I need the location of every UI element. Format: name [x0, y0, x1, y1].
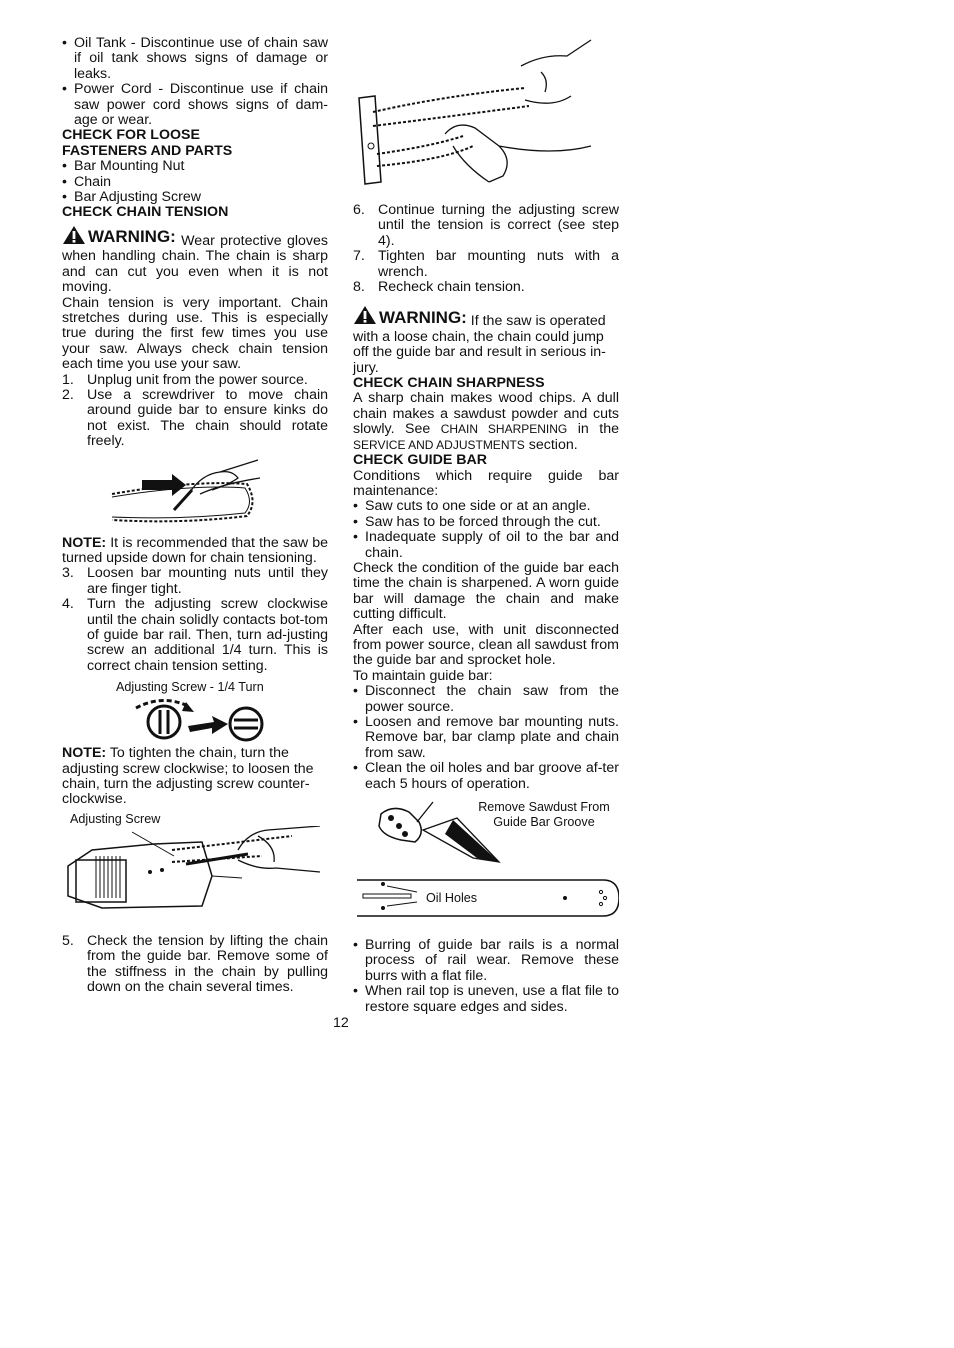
step-text: Continue turning the adjusting screw until the tension is correct (see step 4). [378, 202, 619, 249]
warning-triangle-icon [353, 305, 377, 325]
figure-caption: Adjusting Screw - 1/4 Turn [116, 680, 264, 695]
list-item [62, 934, 328, 996]
note2-paragraph [62, 746, 328, 808]
list-item: • Saw cuts to one side or at an angle. [353, 499, 619, 514]
right-column [353, 36, 619, 1015]
left-column [62, 36, 328, 995]
note-label: NOTE: [62, 534, 107, 551]
step-text: Check the tension by lifting the chain from the guide bar. Remove some of the stiffness in the chain by pulling down on the chain several times. [87, 932, 328, 996]
section-reference: CHAIN SHARPENING [440, 422, 568, 437]
note-text: It is recommended that the saw be turned upside down for chain tensioning. [62, 534, 328, 566]
conditions-list [353, 499, 619, 561]
maintain-list [353, 684, 619, 792]
figure-screwdriver-chain [62, 450, 328, 530]
list-item [62, 373, 328, 388]
tension-paragraph: Chain tension is very important. Chain stretches during use. This is especially true during the first few times you use your saw. Always check chain tension each time you use your saw. [62, 294, 328, 373]
screwdriver-chain-illustration [62, 450, 328, 530]
figure-caption: Oil Holes [426, 891, 478, 906]
list-item: • Bar Mounting Nut [62, 159, 328, 174]
steps-list-a [62, 373, 328, 450]
list-item: • Disconnect the chain saw from the power source. [353, 684, 619, 715]
list-item: • Oil Tank - Discontinue use of chain saw if oil tank shows signs of damage or leaks. [62, 36, 328, 82]
figure-lifting-chain [353, 36, 619, 200]
step-text: Tighten bar mounting nuts with a wrench. [378, 248, 619, 280]
sharpness-paragraph [353, 391, 619, 453]
paragraph-text: A sharp chain makes wood chips. A dull chain makes a sawdust powder and cuts slowly. See [353, 390, 619, 438]
step-number: 2. [62, 386, 74, 403]
list-item [353, 203, 619, 249]
heading-guide-bar: CHECK GUIDE BAR [353, 452, 487, 469]
figure-quarter-turn [62, 680, 328, 742]
step-text: Turn the adjusting screw clockwise until the chain solidly contacts bot-tom of guide bar rail. Then, turn ad-justing screw an additional 1/4 turn. This is correct chain tension setting. [87, 596, 328, 674]
step-number: 6. [353, 202, 365, 218]
step-text: Recheck chain tension. [378, 279, 525, 296]
page-number: 12 [333, 1015, 349, 1031]
guide-bar-illustration [353, 800, 619, 938]
note-label: NOTE: [62, 745, 107, 762]
warning-label-text: WARNING: [379, 308, 467, 328]
list-item [62, 566, 328, 597]
maintain-intro: To maintain guide bar: [353, 667, 493, 684]
list-item [62, 597, 328, 674]
step-text: Use a screwdriver to move chain around guide bar to ensure kinks do not exist. The chain should rotate freely. [87, 386, 328, 450]
top-bullet-list [62, 36, 328, 128]
condition-paragraph: Check the condition of the guide bar each time the chain is sharpened. A worn guide bar will damage the chain and make cutting difficult. [353, 559, 619, 623]
fastener-list [62, 159, 328, 205]
list-item: • Chain [62, 175, 328, 190]
paragraph-text: in the [577, 421, 619, 438]
heading-chain-tension: CHECK CHAIN TENSION [62, 204, 229, 221]
step-number: 3. [62, 565, 74, 582]
note1-paragraph [62, 536, 328, 567]
burr-list [353, 938, 619, 1015]
warning-block [353, 305, 619, 376]
warning-text: If the saw is operated with a loose chain, the chain could jump off the guide bar and result in serious in-jury. [353, 313, 606, 376]
step-number: 1. [62, 371, 74, 388]
list-item [62, 388, 328, 450]
steps-list-right [353, 203, 619, 295]
warning-label-text: WARNING: [88, 227, 176, 247]
steps-list-c [62, 934, 328, 996]
list-item: • Burring of guide bar rails is a normal process of rail wear. Remove these burrs with a flat file. [353, 938, 619, 984]
step-text: Unplug unit from the power source. [87, 371, 308, 388]
figure-caption: Remove Sawdust From Guide Bar Groove [478, 800, 610, 830]
list-item: • Clean the oil holes and bar groove af-ter each 5 hours of operation. [353, 761, 619, 792]
list-item [353, 280, 619, 295]
warning-text: Wear protective gloves when handling chain. The chain is sharp and can cut you even when it is not moving. [62, 232, 328, 296]
warning-label [353, 305, 467, 328]
figure-adjusting-screw [62, 812, 328, 934]
note-text: To tighten the chain, turn the adjusting screw clockwise; to loosen the chain, turn the adjusting screw counter-clockwise. [62, 745, 314, 808]
list-item: • When rail top is uneven, use a flat file to restore square edges and sides. [353, 984, 619, 1015]
step-number: 8. [353, 279, 365, 296]
adjusting-screw-illustration [62, 826, 328, 934]
list-item: • Power Cord - Discontinue use if chain saw power cord shows signs of dam-age or wear. [62, 82, 328, 128]
list-item: • Saw has to be forced through the cut. [353, 515, 619, 530]
paragraph-text: section. [528, 436, 578, 453]
warning-triangle-icon [62, 225, 86, 245]
step-number: 4. [62, 596, 74, 613]
list-item: • Bar Adjusting Screw [62, 190, 328, 205]
list-item: • Inadequate supply of oil to the bar and chain. [353, 530, 619, 561]
guidebar-intro: Conditions which require guide bar maintenance: [353, 467, 619, 499]
heading-chain-sharpness: CHECK CHAIN SHARPNESS [353, 375, 545, 392]
list-item: • Loosen and remove bar mounting nuts. Remove bar, bar clamp plate and chain from saw. [353, 715, 619, 761]
figure-guide-bar [353, 800, 619, 938]
after-use-paragraph: After each use, with unit disconnected from power source, clean all sawdust from the guide bar and sprocket hole. [353, 621, 619, 669]
step-number: 7. [353, 248, 365, 265]
warning-label [62, 225, 176, 245]
figure-caption: Adjusting Screw [70, 811, 161, 826]
heading-loose-fasteners: CHECK FOR LOOSE FASTENERS AND PARTS [62, 127, 233, 159]
quarter-turn-illustration [62, 694, 328, 744]
warning-block [62, 225, 328, 296]
lifting-chain-illustration [353, 36, 619, 200]
steps-list-b [62, 566, 328, 674]
section-reference: SERVICE AND ADJUSTMENTS [353, 437, 525, 452]
step-number: 5. [62, 932, 74, 949]
step-text: Loosen bar mounting nuts until they are finger tight. [87, 565, 328, 597]
list-item [353, 249, 619, 280]
